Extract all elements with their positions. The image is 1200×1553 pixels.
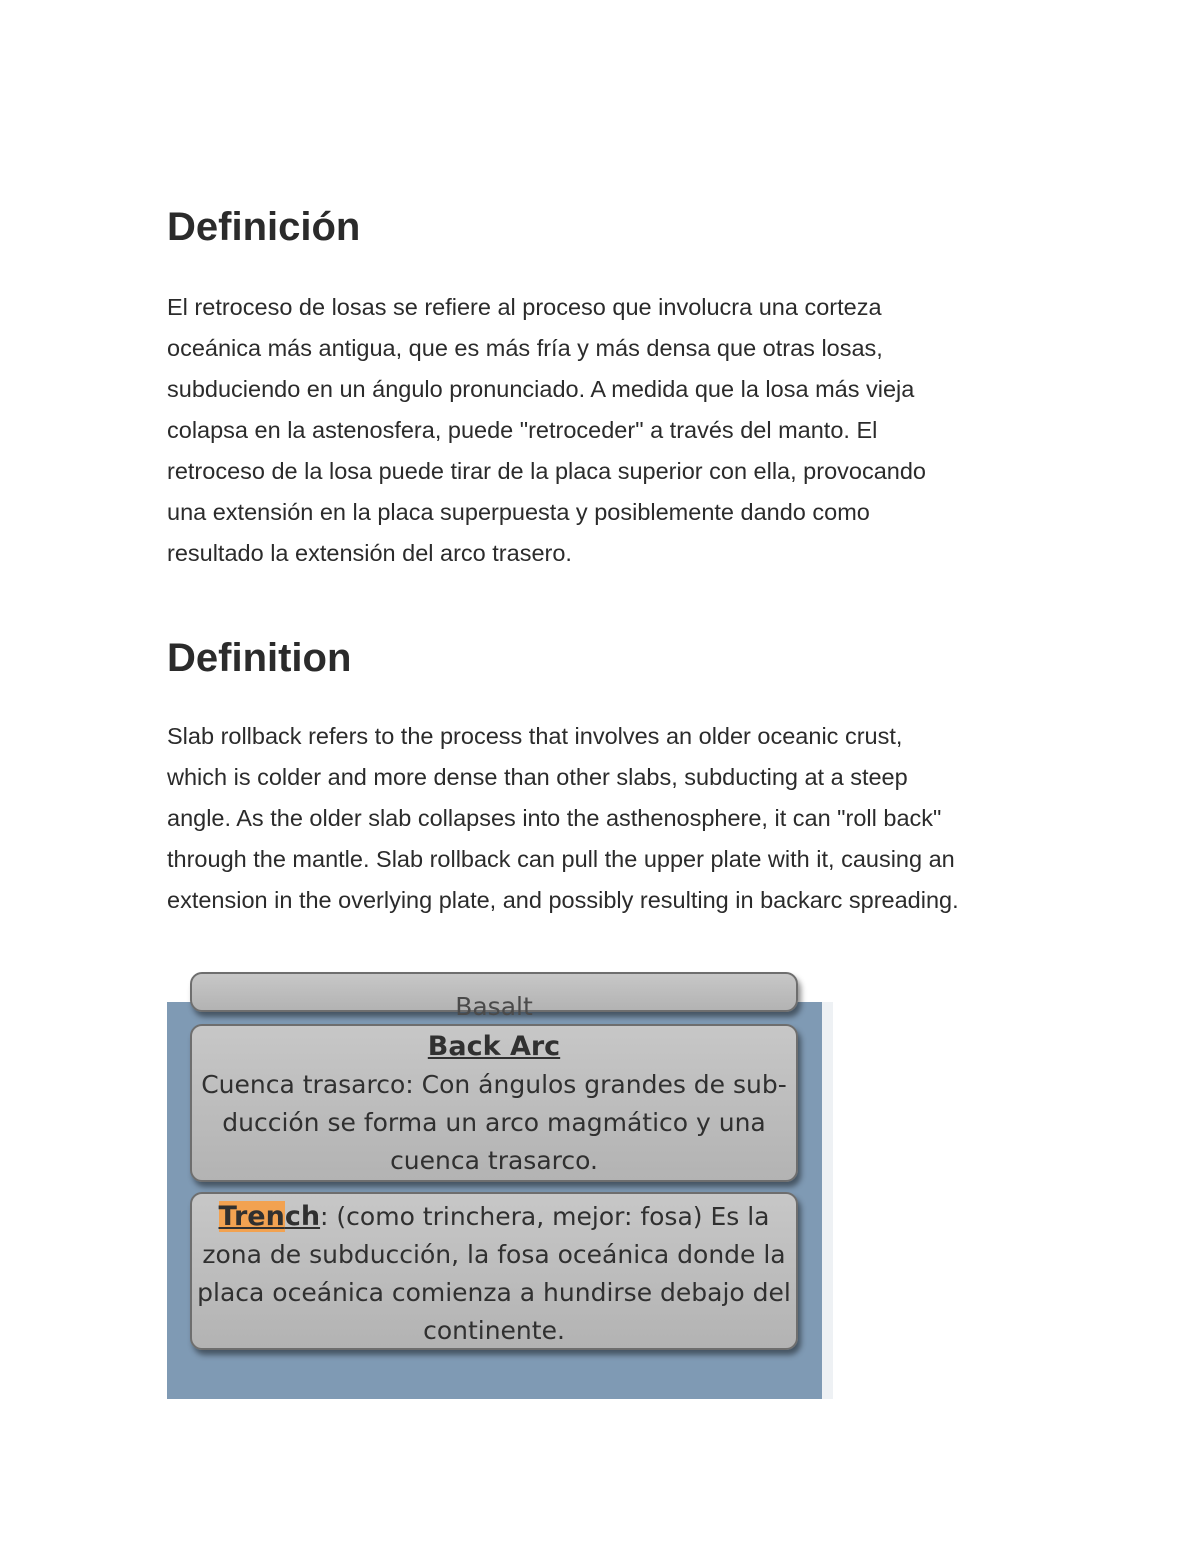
heading-definition: Definition [167,636,352,680]
trench-line: placa oceánica comienza a hundirse debajo del [197,1278,791,1307]
paragraph-line: El retroceso de losas se refiere al proceso que involucra una corteza [167,294,882,320]
heading-definicion: Definición [167,205,361,249]
slide-figure [167,992,833,1399]
back-arc-line: Cuenca trasarco: Con ángulos grandes de sub- [201,1070,787,1099]
paragraph-line: through the mantle. Slab rollback can pull the upper plate with it, causing an [167,846,955,872]
paragraph-spanish [167,287,926,574]
trench-box [190,1192,798,1350]
back-arc-line: cuenca trasarco. [390,1146,598,1175]
back-arc-title: Back Arc [427,1031,561,1062]
trench-first-line [192,1198,796,1236]
paragraph-line: angle. As the older slab collapses into the asthenosphere, it can "roll back" [167,805,942,831]
trench-title [219,1201,321,1232]
trench-line-rest: : (como trinchera, mejor: fosa) Es la [320,1202,770,1231]
paragraph-line: Slab rollback refers to the process that involves an older oceanic crust, [167,723,903,749]
paragraph-line: which is colder and more dense than other slabs, subducting at a steep [167,764,908,790]
paragraph-line: retroceso de la losa puede tirar de la placa superior con ella, provocando [167,458,926,484]
paragraph-line: colapsa en la astenosfera, puede "retroceder" a través del manto. El [167,417,878,443]
paragraph-line: una extensión en la placa superpuesta y posiblemente dando como [167,499,870,525]
paragraph-line: oceánica más antigua, que es más fría y más densa que otras losas, [167,335,883,361]
paragraph-line: subduciendo en un ángulo pronunciado. A medida que la losa más vieja [167,376,915,402]
paragraph-line: resultado la extensión del arco trasero. [167,540,572,566]
trench-title-highlight: Tren [218,1201,285,1232]
basalt-label: Basalt [455,992,533,1021]
trench-title-rest: ch [284,1201,321,1232]
figure-edge [822,1002,833,1399]
trench-line: continente. [423,1316,565,1345]
basalt-box [190,972,798,1021]
back-arc-line: ducción se forma un arco magmático y una [222,1108,766,1137]
trench-line: zona de subducción, la fosa oceánica donde la [202,1240,786,1269]
back-arc-box [190,1024,798,1182]
paragraph-line: extension in the overlying plate, and possibly resulting in backarc spreading. [167,887,959,913]
paragraph-english [167,716,959,921]
